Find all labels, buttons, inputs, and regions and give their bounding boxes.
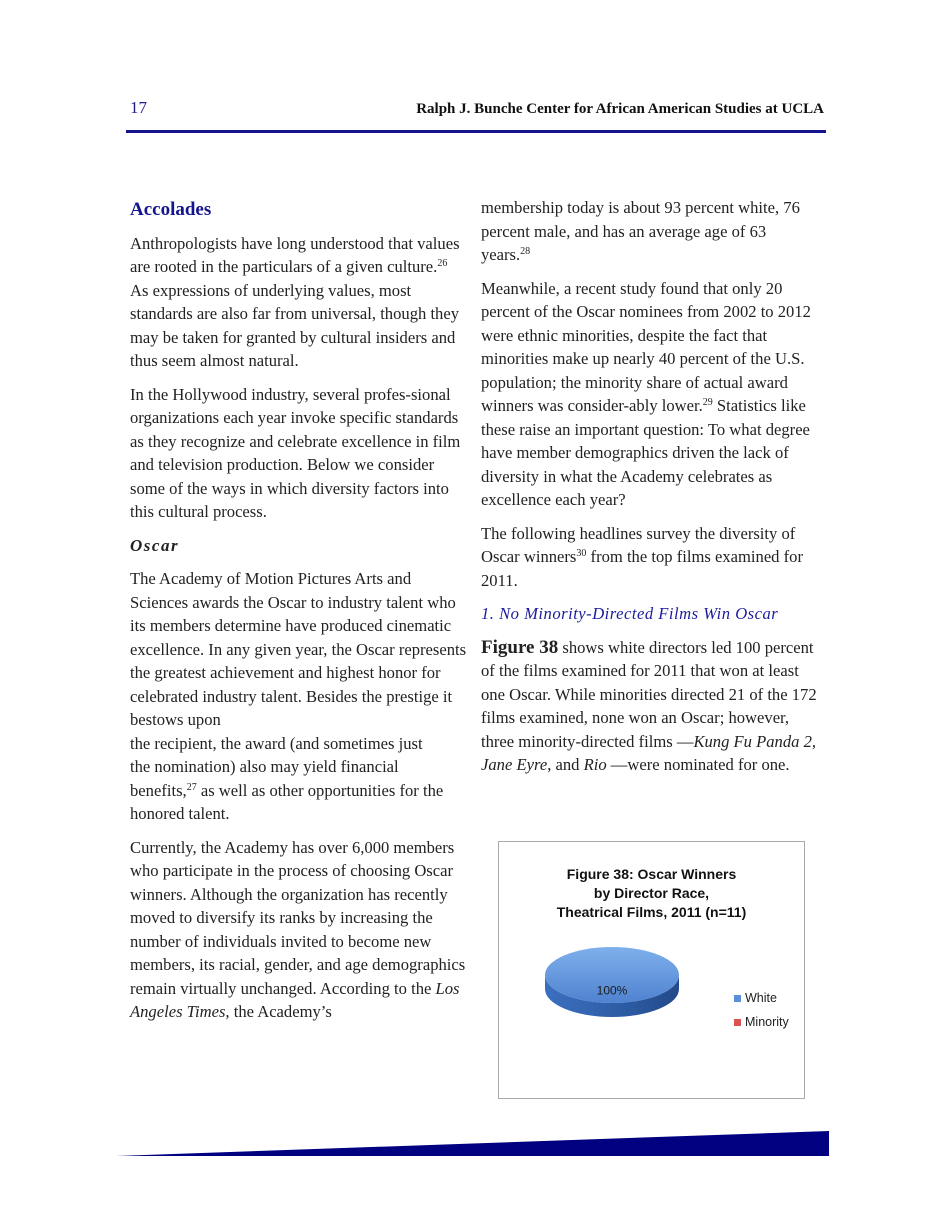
paragraph: membership today is about 93 percent white, 76 percent male, and has an average age of 63 years.$^{28}$ <box>481 198 800 264</box>
footnote-ref: 26 <box>437 258 448 269</box>
legend-label: Minority <box>745 1015 789 1029</box>
paragraph: In the Hollywood industry, several profes-sional organizations each year invoke specific standards as they recognize and celebrate excellence in film and television production. Below we consider some of the ways in which diversity factors into this cultural process. <box>130 384 461 521</box>
paragraph: Meanwhile, a recent study found that only 20 percent of the Oscar nominees from 2002 to 2012 were ethnic minorities, despite the fact that minorities make up nearly 40 percent of the U.S. population; the minority share of actual award winners was consider-ably lower.$^{29}$ Statistics like these raise an important question: To what degree have member demographics driven the lack of diversity in what the Academy celebrates as excellence each year? <box>481 278 811 509</box>
publication-title: Los Angeles Times <box>130 978 460 1021</box>
paragraph: Anthropologists have long understood that values are rooted in the particulars of a given culture.$^{26}$ As expressions of underlying values, most standards are also far from universal, though they may be taken for granted by cultural insiders and thus seem almost natural. <box>130 233 460 370</box>
finding-heading: 1. No Minority-Directed Films Win Oscar <box>481 604 779 623</box>
film-titles: Kung Fu Panda 2, Jane Eyre <box>481 731 817 774</box>
chart-title-line: Figure 38: Oscar Winners <box>566 866 737 882</box>
subhead-oscar: Oscar <box>130 535 180 555</box>
footnote-ref: 30 <box>576 548 587 559</box>
footnote-ref: 29 <box>702 397 713 408</box>
pie-data-label: 100% <box>596 983 628 998</box>
chart-title-line: Theatrical Films, 2011 (n=11) <box>556 904 747 920</box>
figure-reference: Figure 38 <box>481 636 559 658</box>
page-number: 17 <box>130 98 147 117</box>
running-header: Ralph J. Bunche Center for African American Studies at UCLA <box>416 101 824 117</box>
paragraph: The following headlines survey the diversity of Oscar winners$^{30}$ from the top films examined for 2011. <box>481 523 803 590</box>
paragraph: The Academy of Motion Pictures Arts and Sciences awards the Oscar to industry talent who its members determine have produced cinematic excellence. In any given year, the Oscar represents the greatest achievement and highest honor for celebrated industry talent. Besides the prestige it bestows upon the recipient, the award (and sometimes just the nomination) also may yield financial benefits,$^{27}$ as well as other opportunities for the honored talent. <box>130 569 467 823</box>
chart-title-line: by Director Race, <box>593 885 710 901</box>
paragraph: Currently, the Academy has over 6,000 members who participate in the process of choosing Oscar winners. Although the organization has recently moved to diversify its ranks by increasing the number of individuals invited to become new members, its racial, gender, and age demographics remain virtually unchanged. According to the Los Angeles Times, the Academy’s <box>130 837 466 1021</box>
footnote-ref: 27 <box>186 781 197 793</box>
legend-label: White <box>745 991 777 1005</box>
footnote-ref: 28 <box>520 246 531 257</box>
paragraph: Figure 38 shows white directors led 100 percent of the films examined for 2011 that won at least one Oscar. While minorities directed 21 of the 172 films examined, none won an Oscar; however, three minority-directed films —Kung Fu Panda 2, Jane Eyre, and Rio —were nominated for one. <box>481 636 817 774</box>
film-title: Rio <box>583 755 607 774</box>
section-title: Accolades <box>130 199 212 220</box>
